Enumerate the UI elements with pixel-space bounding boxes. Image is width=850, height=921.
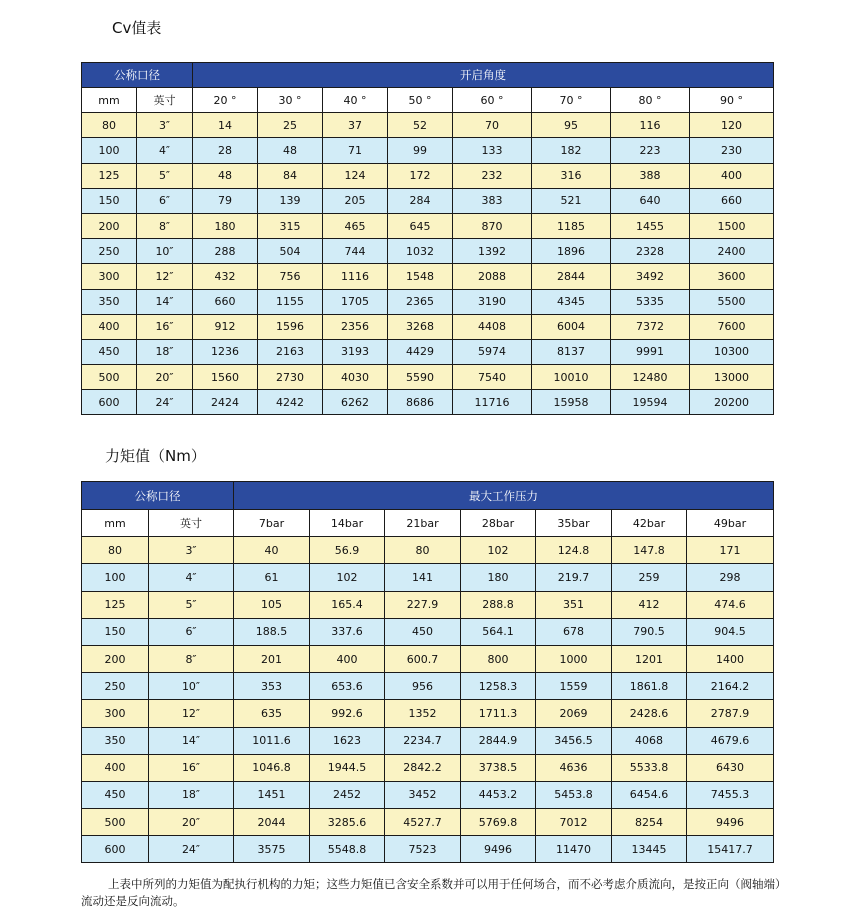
- table-cell: 474.6: [687, 591, 774, 618]
- column-header: 90 °: [690, 88, 774, 113]
- table-cell: 1455: [611, 213, 690, 238]
- size-header: 公称口径: [82, 482, 234, 510]
- table-cell: 5590: [388, 365, 453, 390]
- table-cell: 219.7: [536, 564, 612, 591]
- table-cell: 9496: [461, 836, 536, 863]
- column-header: 50 °: [388, 88, 453, 113]
- table-cell: 5453.8: [536, 781, 612, 808]
- table-row: [82, 564, 774, 591]
- table-cell: 2088: [453, 264, 532, 289]
- table-cell: 5974: [453, 339, 532, 364]
- table-cell: 70: [453, 113, 532, 138]
- table-cell: 500: [82, 809, 149, 836]
- table-cell: 351: [536, 591, 612, 618]
- table-cell: 230: [690, 138, 774, 163]
- table-cell: 10300: [690, 339, 774, 364]
- table-cell: 2163: [258, 339, 323, 364]
- table-cell: 16″: [137, 314, 193, 339]
- table-cell: 100: [82, 138, 137, 163]
- table-cell: 5548.8: [310, 836, 385, 863]
- table-cell: 284: [388, 188, 453, 213]
- table-cell: 4″: [149, 564, 234, 591]
- table-cell: 653.6: [310, 673, 385, 700]
- table-cell: 2356: [323, 314, 388, 339]
- table-cell: 800: [461, 645, 536, 672]
- table-cell: 678: [536, 618, 612, 645]
- table-cell: 1944.5: [310, 754, 385, 781]
- table-cell: 2234.7: [385, 727, 461, 754]
- table-cell: 4679.6: [687, 727, 774, 754]
- table-row: [82, 591, 774, 618]
- table-cell: 600.7: [385, 645, 461, 672]
- column-header: 80 °: [611, 88, 690, 113]
- table-cell: 400: [82, 754, 149, 781]
- table-cell: 116: [611, 113, 690, 138]
- table-cell: 4429: [388, 339, 453, 364]
- table-subheader-row: [82, 510, 774, 537]
- table-cell: 1400: [687, 645, 774, 672]
- table-cell: 904.5: [687, 618, 774, 645]
- table-cell: 2428.6: [612, 700, 687, 727]
- column-header: 30 °: [258, 88, 323, 113]
- table-cell: 7372: [611, 314, 690, 339]
- table-cell: 171: [687, 537, 774, 564]
- inch-column-header: 英寸: [137, 88, 193, 113]
- table-cell: 205: [323, 188, 388, 213]
- table-cell: 182: [532, 138, 611, 163]
- table-cell: 20200: [690, 390, 774, 415]
- table-cell: 14″: [149, 727, 234, 754]
- table-row: [82, 113, 774, 138]
- table-cell: 95: [532, 113, 611, 138]
- table-cell: 4408: [453, 314, 532, 339]
- table-cell: 1623: [310, 727, 385, 754]
- table-cell: 13000: [690, 365, 774, 390]
- table-cell: 4242: [258, 390, 323, 415]
- table-cell: 18″: [137, 339, 193, 364]
- table-cell: 105: [234, 591, 310, 618]
- table-row: [82, 673, 774, 700]
- table-cell: 2844.9: [461, 727, 536, 754]
- table-cell: 180: [461, 564, 536, 591]
- table-cell: 5769.8: [461, 809, 536, 836]
- table-cell: 450: [82, 781, 149, 808]
- table-cell: 1500: [690, 213, 774, 238]
- column-header: 28bar: [461, 510, 536, 537]
- table-cell: 2400: [690, 239, 774, 264]
- table-cell: 1896: [532, 239, 611, 264]
- table-cell: 227.9: [385, 591, 461, 618]
- table-row: [82, 289, 774, 314]
- table-cell: 2044: [234, 809, 310, 836]
- table-cell: 232: [453, 163, 532, 188]
- table-cell: 18″: [149, 781, 234, 808]
- table-cell: 200: [82, 645, 149, 672]
- table-cell: 2452: [310, 781, 385, 808]
- table-cell: 84: [258, 163, 323, 188]
- column-header: 60 °: [453, 88, 532, 113]
- table-cell: 2842.2: [385, 754, 461, 781]
- table-cell: 12″: [149, 700, 234, 727]
- table-cell: 400: [690, 163, 774, 188]
- table-cell: 150: [82, 618, 149, 645]
- column-header: 20 °: [193, 88, 258, 113]
- table-cell: 8″: [149, 645, 234, 672]
- table-cell: 300: [82, 264, 137, 289]
- table-cell: 1185: [532, 213, 611, 238]
- table-cell: 15958: [532, 390, 611, 415]
- table-cell: 744: [323, 239, 388, 264]
- table-cell: 3738.5: [461, 754, 536, 781]
- table-cell: 133: [453, 138, 532, 163]
- table-cell: 125: [82, 591, 149, 618]
- table-cell: 635: [234, 700, 310, 727]
- table-cell: 1155: [258, 289, 323, 314]
- mm-column-header: mm: [82, 88, 137, 113]
- table-cell: 1861.8: [612, 673, 687, 700]
- table-cell: 4345: [532, 289, 611, 314]
- table-cell: 353: [234, 673, 310, 700]
- table-cell: 1032: [388, 239, 453, 264]
- table-cell: 660: [690, 188, 774, 213]
- table-cell: 6454.6: [612, 781, 687, 808]
- table-cell: 1046.8: [234, 754, 310, 781]
- table-cell: 7540: [453, 365, 532, 390]
- table-cell: 61: [234, 564, 310, 591]
- table-cell: 56.9: [310, 537, 385, 564]
- table-cell: 141: [385, 564, 461, 591]
- table-cell: 71: [323, 138, 388, 163]
- table-row: [82, 390, 774, 415]
- group-header: 最大工作压力: [234, 482, 774, 510]
- table-cell: 8″: [137, 213, 193, 238]
- table-cell: 350: [82, 289, 137, 314]
- table-cell: 1201: [612, 645, 687, 672]
- table-cell: 200: [82, 213, 137, 238]
- table-cell: 756: [258, 264, 323, 289]
- column-header: 14bar: [310, 510, 385, 537]
- table-cell: 15417.7: [687, 836, 774, 863]
- table-cell: 6004: [532, 314, 611, 339]
- table-cell: 2424: [193, 390, 258, 415]
- table-cell: 9496: [687, 809, 774, 836]
- column-header: 35bar: [536, 510, 612, 537]
- table-cell: 2069: [536, 700, 612, 727]
- table-cell: 250: [82, 673, 149, 700]
- table-cell: 150: [82, 188, 137, 213]
- table-cell: 172: [388, 163, 453, 188]
- table-cell: 432: [193, 264, 258, 289]
- cv-value-table: [81, 62, 774, 415]
- table-cell: 521: [532, 188, 611, 213]
- table-cell: 645: [388, 213, 453, 238]
- table-cell: 48: [258, 138, 323, 163]
- table-cell: 870: [453, 213, 532, 238]
- table-cell: 24″: [149, 836, 234, 863]
- table-cell: 13445: [612, 836, 687, 863]
- table-row: [82, 700, 774, 727]
- table-cell: 10010: [532, 365, 611, 390]
- inch-column-header: 英寸: [149, 510, 234, 537]
- table-cell: 288: [193, 239, 258, 264]
- table-cell: 1011.6: [234, 727, 310, 754]
- table-cell: 40: [234, 537, 310, 564]
- table-cell: 124.8: [536, 537, 612, 564]
- table-cell: 1559: [536, 673, 612, 700]
- cv-table-title: Cv值表: [112, 19, 162, 37]
- table-cell: 660: [193, 289, 258, 314]
- table-cell: 1258.3: [461, 673, 536, 700]
- table-cell: 8254: [612, 809, 687, 836]
- torque-note: 上表中所列的力矩值为配执行机构的力矩；这些力矩值已含安全系数并可以用于任何场合，而不必考虑介质流向，是按正向（阀轴端）流动还是反向流动。: [81, 877, 781, 908]
- table-cell: 52: [388, 113, 453, 138]
- column-header: 42bar: [612, 510, 687, 537]
- table-cell: 1560: [193, 365, 258, 390]
- table-cell: 28: [193, 138, 258, 163]
- table-cell: 912: [193, 314, 258, 339]
- table-cell: 6″: [149, 618, 234, 645]
- column-header: 49bar: [687, 510, 774, 537]
- table-cell: 8686: [388, 390, 453, 415]
- table-cell: 25: [258, 113, 323, 138]
- table-cell: 2164.2: [687, 673, 774, 700]
- table-cell: 1392: [453, 239, 532, 264]
- table-row: [82, 264, 774, 289]
- column-header: 21bar: [385, 510, 461, 537]
- table-cell: 16″: [149, 754, 234, 781]
- table-cell: 124: [323, 163, 388, 188]
- table-cell: 3456.5: [536, 727, 612, 754]
- table-cell: 6430: [687, 754, 774, 781]
- table-cell: 600: [82, 390, 137, 415]
- table-cell: 12480: [611, 365, 690, 390]
- table-row: [82, 645, 774, 672]
- table-cell: 300: [82, 700, 149, 727]
- table-cell: 14″: [137, 289, 193, 314]
- table-cell: 7012: [536, 809, 612, 836]
- table-cell: 125: [82, 163, 137, 188]
- table-cell: 3268: [388, 314, 453, 339]
- table-cell: 3″: [137, 113, 193, 138]
- table-cell: 37: [323, 113, 388, 138]
- table-cell: 19594: [611, 390, 690, 415]
- table-header-row: [82, 63, 774, 88]
- table-cell: 1236: [193, 339, 258, 364]
- table-cell: 992.6: [310, 700, 385, 727]
- table-cell: 383: [453, 188, 532, 213]
- table-cell: 3452: [385, 781, 461, 808]
- table-cell: 2365: [388, 289, 453, 314]
- table-cell: 201: [234, 645, 310, 672]
- table-cell: 298: [687, 564, 774, 591]
- table-cell: 80: [82, 113, 137, 138]
- table-cell: 7523: [385, 836, 461, 863]
- table-cell: 1352: [385, 700, 461, 727]
- column-header: 7bar: [234, 510, 310, 537]
- table-cell: 5″: [149, 591, 234, 618]
- table-subheader-row: [82, 88, 774, 113]
- table-cell: 1548: [388, 264, 453, 289]
- table-cell: 450: [82, 339, 137, 364]
- table-cell: 3492: [611, 264, 690, 289]
- table-cell: 450: [385, 618, 461, 645]
- table-cell: 223: [611, 138, 690, 163]
- table-cell: 2328: [611, 239, 690, 264]
- table-cell: 1000: [536, 645, 612, 672]
- mm-column-header: mm: [82, 510, 149, 537]
- table-cell: 4636: [536, 754, 612, 781]
- table-cell: 315: [258, 213, 323, 238]
- table-cell: 400: [310, 645, 385, 672]
- table-cell: 337.6: [310, 618, 385, 645]
- table-row: [82, 618, 774, 645]
- table-cell: 3190: [453, 289, 532, 314]
- table-cell: 139: [258, 188, 323, 213]
- table-cell: 5500: [690, 289, 774, 314]
- table-cell: 956: [385, 673, 461, 700]
- table-cell: 1116: [323, 264, 388, 289]
- table-cell: 180: [193, 213, 258, 238]
- table-cell: 790.5: [612, 618, 687, 645]
- column-header: 70 °: [532, 88, 611, 113]
- table-cell: 11716: [453, 390, 532, 415]
- torque-table-title: 力矩值（Nm）: [105, 447, 206, 465]
- table-row: [82, 314, 774, 339]
- table-header-row: [82, 482, 774, 510]
- table-cell: 79: [193, 188, 258, 213]
- table-row: [82, 188, 774, 213]
- table-cell: 1711.3: [461, 700, 536, 727]
- size-header: 公称口径: [82, 63, 193, 88]
- table-cell: 5″: [137, 163, 193, 188]
- table-cell: 7455.3: [687, 781, 774, 808]
- table-cell: 288.8: [461, 591, 536, 618]
- table-row: [82, 339, 774, 364]
- table-row: [82, 239, 774, 264]
- table-cell: 640: [611, 188, 690, 213]
- table-cell: 7600: [690, 314, 774, 339]
- table-cell: 3″: [149, 537, 234, 564]
- column-header: 40 °: [323, 88, 388, 113]
- table-row: [82, 163, 774, 188]
- table-row: [82, 727, 774, 754]
- table-cell: 350: [82, 727, 149, 754]
- table-cell: 259: [612, 564, 687, 591]
- table-cell: 9991: [611, 339, 690, 364]
- table-cell: 564.1: [461, 618, 536, 645]
- table-cell: 316: [532, 163, 611, 188]
- table-cell: 250: [82, 239, 137, 264]
- table-cell: 2730: [258, 365, 323, 390]
- table-cell: 4527.7: [385, 809, 461, 836]
- table-cell: 500: [82, 365, 137, 390]
- table-cell: 4068: [612, 727, 687, 754]
- table-row: [82, 781, 774, 808]
- table-cell: 80: [385, 537, 461, 564]
- table-cell: 1451: [234, 781, 310, 808]
- table-cell: 2844: [532, 264, 611, 289]
- table-cell: 3193: [323, 339, 388, 364]
- table-cell: 1596: [258, 314, 323, 339]
- table-row: [82, 365, 774, 390]
- table-cell: 12″: [137, 264, 193, 289]
- table-cell: 20″: [137, 365, 193, 390]
- table-cell: 102: [310, 564, 385, 591]
- table-cell: 10″: [137, 239, 193, 264]
- table-row: [82, 213, 774, 238]
- table-cell: 3285.6: [310, 809, 385, 836]
- table-cell: 4453.2: [461, 781, 536, 808]
- table-cell: 24″: [137, 390, 193, 415]
- table-cell: 4030: [323, 365, 388, 390]
- table-cell: 1705: [323, 289, 388, 314]
- group-header: 开启角度: [193, 63, 774, 88]
- table-cell: 14: [193, 113, 258, 138]
- table-row: [82, 537, 774, 564]
- table-row: [82, 836, 774, 863]
- table-row: [82, 754, 774, 781]
- table-cell: 5533.8: [612, 754, 687, 781]
- table-cell: 6″: [137, 188, 193, 213]
- table-cell: 600: [82, 836, 149, 863]
- table-cell: 388: [611, 163, 690, 188]
- torque-value-table: [81, 481, 774, 863]
- table-cell: 400: [82, 314, 137, 339]
- table-cell: 20″: [149, 809, 234, 836]
- table-cell: 102: [461, 537, 536, 564]
- table-cell: 504: [258, 239, 323, 264]
- table-cell: 6262: [323, 390, 388, 415]
- table-cell: 165.4: [310, 591, 385, 618]
- table-cell: 2787.9: [687, 700, 774, 727]
- table-cell: 100: [82, 564, 149, 591]
- table-cell: 147.8: [612, 537, 687, 564]
- table-cell: 80: [82, 537, 149, 564]
- table-cell: 5335: [611, 289, 690, 314]
- table-cell: 8137: [532, 339, 611, 364]
- table-cell: 3575: [234, 836, 310, 863]
- table-cell: 99: [388, 138, 453, 163]
- table-cell: 3600: [690, 264, 774, 289]
- table-cell: 10″: [149, 673, 234, 700]
- table-row: [82, 138, 774, 163]
- table-cell: 188.5: [234, 618, 310, 645]
- table-cell: 465: [323, 213, 388, 238]
- table-cell: 120: [690, 113, 774, 138]
- table-cell: 11470: [536, 836, 612, 863]
- table-cell: 48: [193, 163, 258, 188]
- table-row: [82, 809, 774, 836]
- table-cell: 412: [612, 591, 687, 618]
- table-cell: 4″: [137, 138, 193, 163]
